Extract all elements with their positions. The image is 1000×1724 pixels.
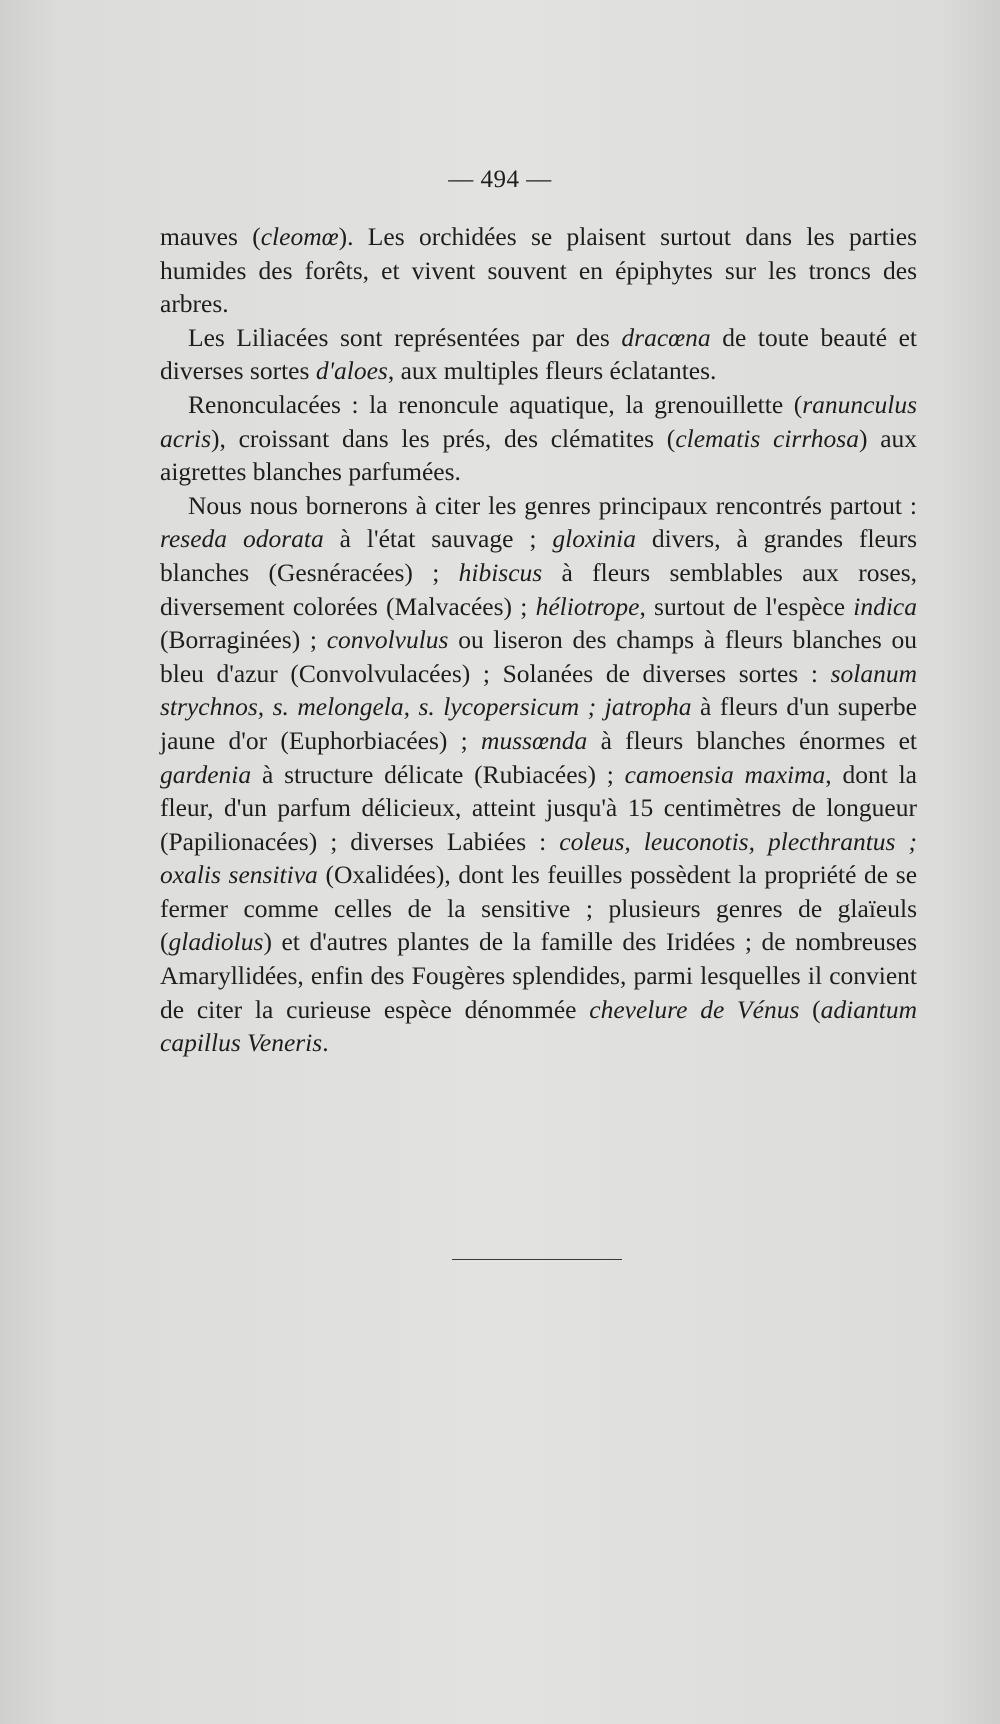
italic-text-segment: gardenia (160, 759, 252, 789)
italic-text-segment: coleus, leuconotis, plecthrantus ; oxalis sensitiva (160, 826, 917, 890)
text-segment: à structure délicate (Rubiacées) ; (251, 759, 625, 789)
italic-text-segment: solanum strychnos, s. melongela, s. lycopersicum ; jatropha (160, 658, 917, 722)
text-segment: à l'état sauvage ; (323, 524, 553, 554)
text-segment: Les Liliacées sont représentées par des (188, 322, 622, 352)
italic-text-segment: ranunculus acris (160, 389, 917, 453)
text-segment: Renonculacées : la renoncule aquatique, la grenouillette ( (188, 389, 803, 419)
text-segment: (Oxalidées), dont les feuilles possèdent la propriété de se fermer comme celles de la sensitive ; plusieurs genres de glaïeuls ( (160, 860, 918, 957)
text-segment: , dont la fleur, d'un parfum délicieux, atteint jusqu'à 15 centimètres de longueur (Papilionacées) ; diverses Labiées : (160, 759, 917, 856)
body-text (160, 220, 917, 1060)
italic-text-segment: hibiscus (458, 557, 543, 587)
paragraph (160, 489, 917, 1060)
paragraph (160, 321, 917, 388)
text-segment: . (322, 1028, 329, 1058)
italic-text-segment: d'aloes (315, 356, 388, 386)
italic-text-segment: chevelure de Vénus (589, 994, 800, 1024)
italic-text-segment: convolvulus (326, 625, 449, 655)
page-number: — 494 — (448, 166, 552, 193)
italic-text-segment: adiantum capillus Veneris (160, 994, 917, 1058)
italic-text-segment: clematis cirrhosa (675, 423, 859, 453)
text-segment: à fleurs semblables aux roses, diversement colorées (Malvacées) ; (160, 557, 917, 621)
section-end-rule (452, 1259, 622, 1260)
text-segment: divers, à grandes fleurs blanches (Gesnéracées) ; (160, 524, 918, 587)
text-segment: , surtout de l'espèce (639, 591, 854, 621)
text-segment: mauves ( (160, 222, 261, 251)
italic-text-segment: héliotrope (535, 591, 640, 621)
italic-text-segment: cleomœ (260, 222, 339, 251)
text-segment: (Borraginées) ; (160, 625, 327, 655)
text-segment: ) et d'autres plantes de la famille des Iridées ; de nombreuses Amaryllidées, enfin des Fougères splendides, parmi lesquelles il convient de citer la curieuse espèce dénommée (160, 927, 917, 1024)
text-segment: à fleurs blanches énormes et (587, 725, 917, 755)
paragraph (160, 388, 917, 489)
text-segment: à fleurs d'un superbe jaune d'or (Euphorbiacées) ; (160, 692, 917, 755)
text-segment: ), croissant dans les prés, des clématites ( (211, 423, 676, 453)
text-segment: ou liseron des champs à fleurs blanches ou bleu d'azur (Convolvulacées) ; Solanées de diverses sortes : (160, 625, 917, 688)
italic-text-segment: gladiolus (168, 927, 264, 957)
italic-text-segment: indica (853, 591, 918, 621)
text-segment: ) aux aigrettes blanches parfumées. (160, 423, 918, 487)
text-segment: de toute beauté et diverses sortes (160, 322, 918, 386)
italic-text-segment: mussœnda (481, 725, 588, 755)
text-segment: ( (799, 994, 821, 1024)
italic-text-segment: camoensia maxima (624, 759, 826, 789)
text-segment: , aux multiples fleurs éclatantes. (387, 356, 717, 386)
text-segment: ). Les orchidées se plaisent surtout dans les parties humides des forêts, et vivent souvent en épiphytes sur les troncs des arbres. (160, 222, 917, 319)
italic-text-segment: gloxinia (552, 524, 636, 554)
italic-text-segment: dracœna (621, 322, 711, 352)
paragraph (160, 220, 917, 321)
text-segment: Nous nous bornerons à citer les genres principaux rencontrés partout : (188, 490, 917, 520)
italic-text-segment: reseda odorata (160, 524, 324, 554)
